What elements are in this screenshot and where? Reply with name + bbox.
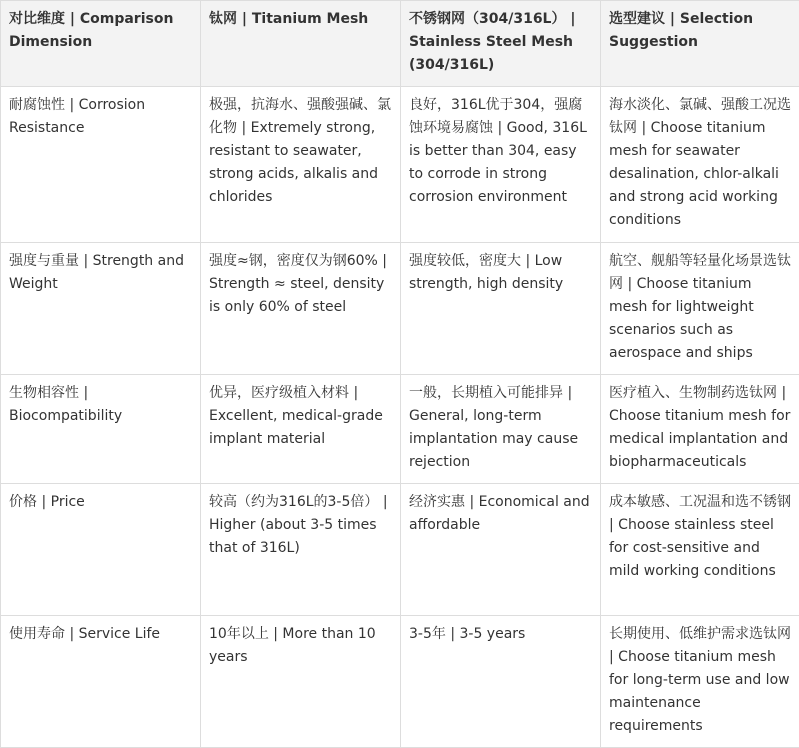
titanium-cell: 极强，抗海水、强酸强碱、氯化物 | Extremely strong, resistant to seawater, strong acids, alkalis and chlorides <box>201 87 401 243</box>
row-dimension-cell: 使用寿命 | Service Life <box>1 616 201 748</box>
stainless-cell: 一般，长期植入可能排异 | General, long-term implantation may cause rejection <box>401 375 601 484</box>
table-row <box>1 375 799 484</box>
header-selection-suggestion: 选型建议 | Selection Suggestion <box>601 1 799 87</box>
table-row <box>1 484 799 616</box>
header-stainless-steel-mesh: 不锈钢网（304/316L） | Stainless Steel Mesh (304/316L) <box>401 1 601 87</box>
row-dimension-cell: 强度与重量 | Strength and Weight <box>1 243 201 375</box>
header-comparison-dimension: 对比维度 | Comparison Dimension <box>1 1 201 87</box>
table-row <box>1 243 799 375</box>
titanium-cell: 较高（约为316L的3-5倍） | Higher (about 3-5 times that of 316L) <box>201 484 401 616</box>
suggestion-cell: 成本敏感、工况温和选不锈钢 | Choose stainless steel for cost-sensitive and mild working conditions <box>601 484 799 616</box>
table-row <box>1 87 799 243</box>
header-titanium-mesh: 钛网 | Titanium Mesh <box>201 1 401 87</box>
titanium-cell: 优异，医疗级植入材料 | Excellent, medical-grade implant material <box>201 375 401 484</box>
table-row <box>1 616 799 748</box>
titanium-cell: 10年以上 | More than 10 years <box>201 616 401 748</box>
stainless-cell: 良好，316L优于304，强腐蚀环境易腐蚀 | Good, 316L is better than 304, easy to corrode in strong corrosion environment <box>401 87 601 243</box>
row-dimension-cell: 耐腐蚀性 | Corrosion Resistance <box>1 87 201 243</box>
suggestion-cell: 医疗植入、生物制药选钛网 | Choose titanium mesh for medical implantation and biopharmaceuticals <box>601 375 799 484</box>
table-header-row <box>1 1 799 87</box>
stainless-cell: 经济实惠 | Economical and affordable <box>401 484 601 616</box>
suggestion-cell: 航空、舰船等轻量化场景选钛网 | Choose titanium mesh for lightweight scenarios such as aerospace and ships <box>601 243 799 375</box>
stainless-cell: 3-5年 | 3-5 years <box>401 616 601 748</box>
row-dimension-cell: 价格 | Price <box>1 484 201 616</box>
suggestion-cell: 海水淡化、氯碱、强酸工况选钛网 | Choose titanium mesh for seawater desalination, chlor-alkali and strong acid working conditions <box>601 87 799 243</box>
titanium-cell: 强度≈钢，密度仅为钢60% | Strength ≈ steel, density is only 60% of steel <box>201 243 401 375</box>
stainless-cell: 强度较低，密度大 | Low strength, high density <box>401 243 601 375</box>
suggestion-cell: 长期使用、低维护需求选钛网 | Choose titanium mesh for long-term use and low maintenance requirements <box>601 616 799 748</box>
row-dimension-cell: 生物相容性 | Biocompatibility <box>1 375 201 484</box>
